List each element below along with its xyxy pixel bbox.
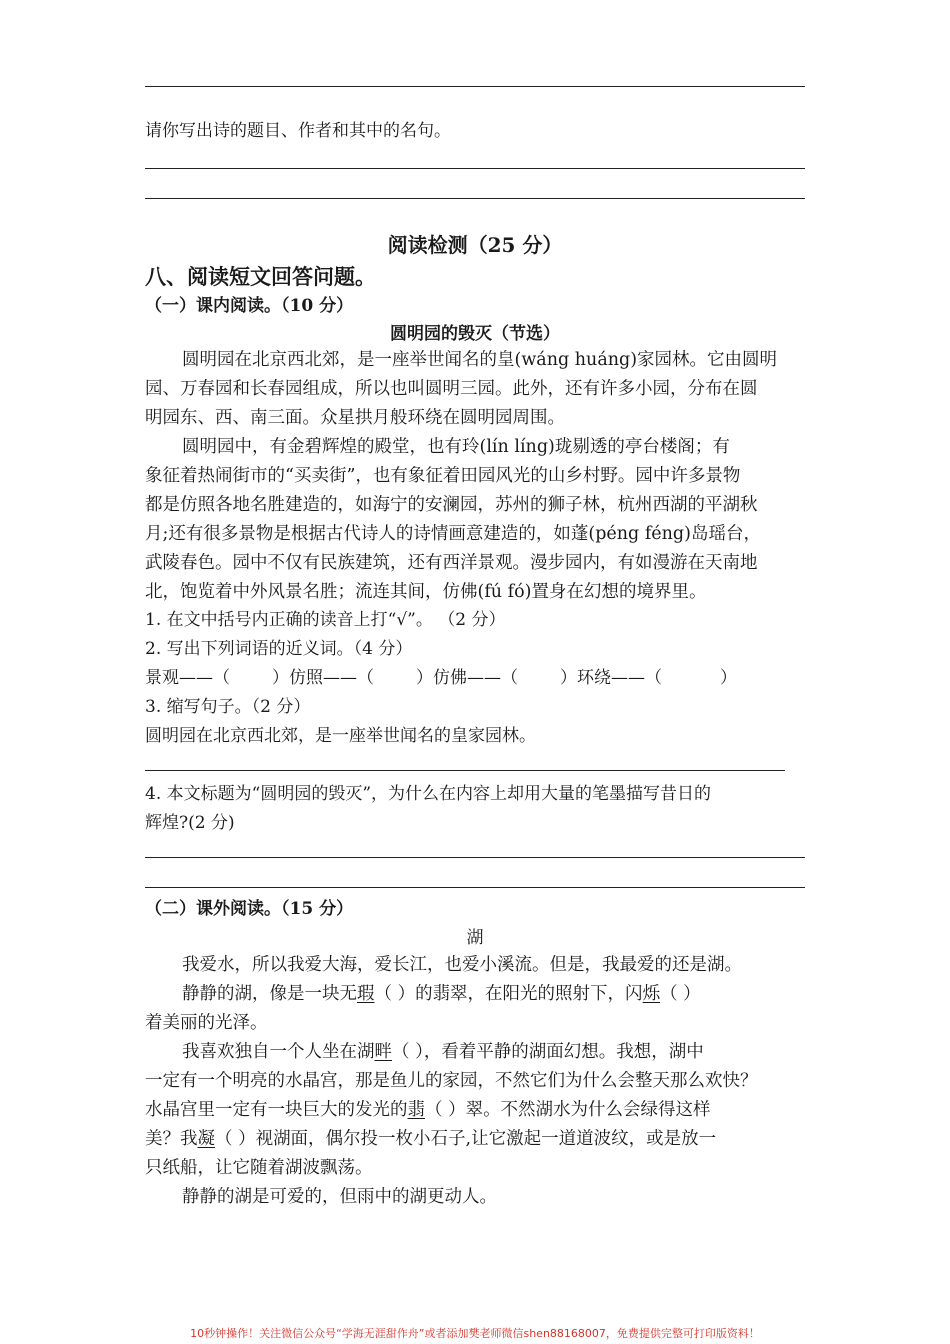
word-item: ）仿佛——（ — [416, 668, 518, 688]
answer-line — [145, 86, 805, 87]
question-4-line1: 4. 本文标题为“圆明园的毁灭”，为什么在内容上却用大量的笔墨描写昔日的 — [145, 784, 712, 804]
word-item: 景观——（ — [145, 668, 230, 688]
question-3: 3. 缩写句子。（2 分） — [145, 697, 311, 717]
answer-line — [145, 887, 805, 888]
passage1-line: 月;还有很多景物是根据古代诗人的诗情画意建造的，如蓬(péng féng)岛瑶台， — [145, 524, 761, 544]
passage2-p1: 我爱水，所以我爱大海，爱长江，也爱小溪流。但是，我最爱的还是湖。 — [182, 955, 742, 975]
word-item: ）环绕——（ — [560, 668, 662, 688]
passage1-line: 明园东、西、南三面。众星拱月般环绕在圆明园周围。 — [145, 408, 565, 428]
word-item: ）仿照——（ — [272, 668, 374, 688]
passage2-p4: 静静的湖是可爱的，但雨中的湖更动人。 — [182, 1187, 497, 1207]
question-2: 2. 写出下列词语的近义词。（4 分） — [145, 639, 413, 659]
passage1-line: 圆明园在北京西北郊，是一座举世闻名的皇(wáng huáng)家园林。它由圆明 — [182, 350, 778, 370]
passage1-line: 园、万春园和长春园组成，所以也叫圆明三园。此外，还有许多小园，分布在圆 — [145, 379, 758, 399]
underlined-char: 瑕 — [357, 984, 375, 1004]
underlined-char: 烁 — [642, 984, 661, 1004]
passage2-p3-line4: 美？我凝（ ）视湖面，偶尔投一枚小石子,让它激起一道道波纹，或是放一 — [145, 1129, 717, 1149]
question-2-words — [145, 664, 737, 693]
part1-label: （一）课内阅读。（10 分） — [145, 296, 354, 316]
footer-notice: 10秒钟操作！关注微信公众号“学海无涯甜作舟”或者添加樊老师微信shen88168007，免费提供完整可打印版资料！ — [190, 1327, 760, 1340]
passage2-p3-line5: 只纸船，让它随着湖波飘荡。 — [145, 1158, 373, 1178]
section-title: 阅读检测（25 分） — [387, 233, 563, 257]
answer-line — [145, 770, 785, 771]
passage2-p3: 我喜欢独自一个人坐在湖畔（ ），看着平静的湖面幻想。我想，湖中 — [182, 1042, 704, 1062]
question-heading: 八、阅读短文回答问题。 — [145, 264, 376, 289]
part2-label: （二）课外阅读。（15 分） — [145, 899, 354, 919]
instruction-text: 请你写出诗的题目、作者和其中的名句。 — [145, 121, 451, 141]
underlined-char: 畔 — [374, 1042, 392, 1062]
underlined-char: 翡 — [407, 1100, 425, 1120]
passage1-line: 圆明园中，有金碧辉煌的殿堂，也有玲(lín líng)珑剔透的亭台楼阁；有 — [182, 437, 730, 457]
passage1-line: 象征着热闹街市的“买卖街”，也有象征着田园风光的山乡村野。园中许多景物 — [145, 466, 741, 486]
question-1: 1. 在文中括号内正确的读音上打“√”。 （2 分） — [145, 610, 506, 630]
answer-line — [145, 857, 805, 858]
passage1-line: 北，饱览着中外风景名胜；流连其间，仿佛(fú fó)置身在幻想的境界里。 — [145, 582, 707, 602]
word-item: ） — [720, 668, 737, 688]
passage1-line: 武陵春色。园中不仅有民族建筑，还有西洋景观。漫步园内，有如漫游在天南地 — [145, 553, 758, 573]
answer-line — [145, 168, 805, 169]
passage2-p2-line2: 着美丽的光泽。 — [145, 1013, 268, 1033]
question-4-line2: 辉煌?(2 分) — [145, 813, 235, 833]
passage1-line: 都是仿照各地名胜建造的，如海宁的安澜园，苏州的狮子林，杭州西湖的平湖秋 — [145, 495, 758, 515]
passage1-title: 圆明园的毁灭（节选） — [390, 324, 560, 344]
answer-line — [145, 198, 805, 199]
passage2-p2: 静静的湖，像是一块无瑕（ ）的翡翠，在阳光的照射下，闪烁（ ） — [182, 984, 701, 1004]
underlined-char: 凝 — [197, 1129, 215, 1149]
passage2-p3-line3: 水晶宫里一定有一块巨大的发光的翡（ ）翠。不然湖水为什么会绿得这样 — [145, 1100, 711, 1120]
passage2-p3-line2: 一定有一个明亮的水晶宫，那是鱼儿的家园，不然它们为什么会整天那么欢快？ — [145, 1071, 758, 1091]
passage2-title: 湖 — [466, 928, 484, 948]
question-3-sentence: 圆明园在北京西北郊，是一座举世闻名的皇家园林。 — [145, 726, 536, 746]
